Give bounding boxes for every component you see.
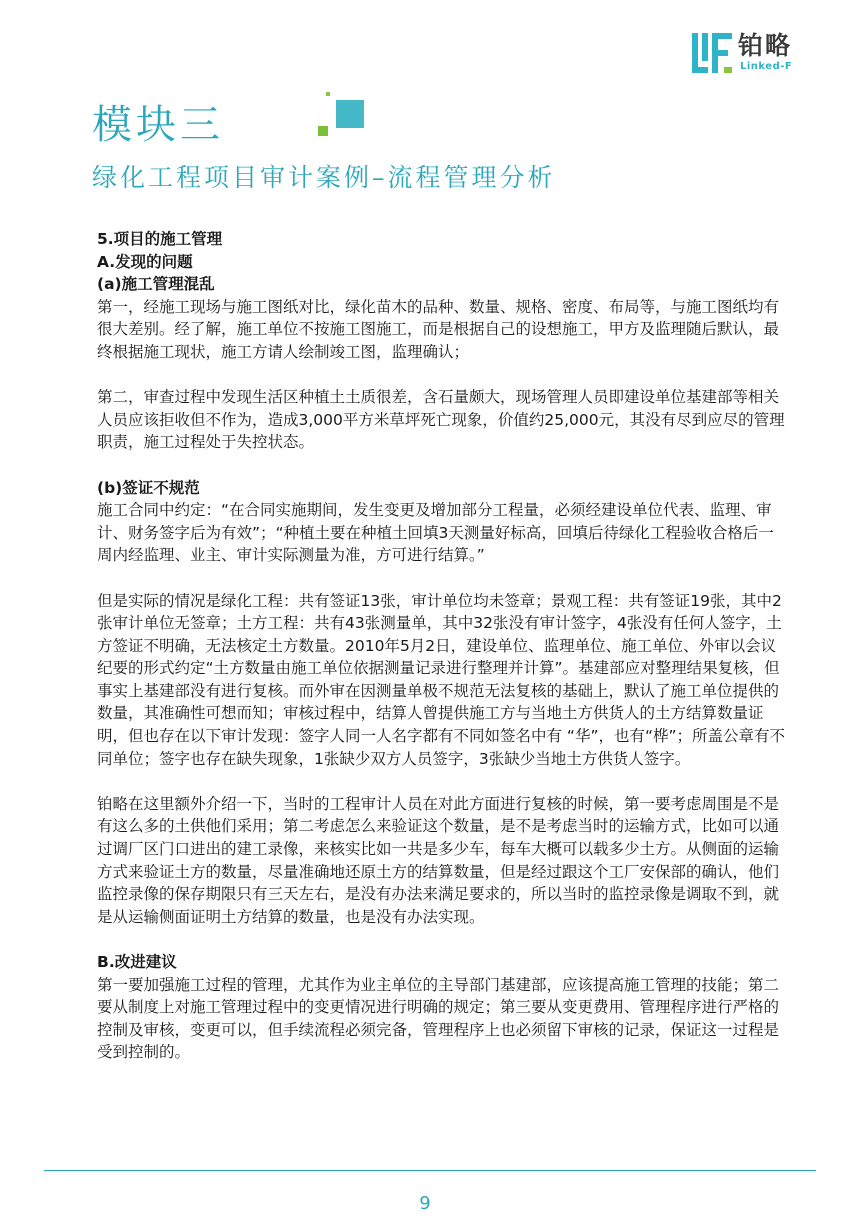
paragraph: 第二，审查过程中发现生活区种植土土质很差，含石量颇大，现场管理人员即建设单位基建部等相关人员应该拒收但不作为，造成3,000平方米草坪死亡现象，价值约25,000元，其没有尽到应尽的管理职责，施工过程处于失控状态。 <box>97 388 785 452</box>
part-b-heading: B.改进建议 <box>97 953 177 971</box>
footer-divider <box>44 1170 816 1171</box>
document-body <box>97 228 787 1064</box>
page-subtitle: 绿化工程项目审计案例–流程管理分析 <box>92 163 556 192</box>
paragraph: 但是实际的情况是绿化工程：共有签证13张，审计单位均未签章；景观工程：共有签证19张，其中2张审计单位无签章；土方工程：共有43张测量单，其中32张没有审计签字，4张没有任何人签字，土方签证不明确，无法核定土方数量。2010年5月2日，建设单位、监理单位、施工单位、外审以会议纪要的形式约定“土方数量由施工单位依据测量记录进行整理并计算”。基建部应对整理结果复核，但事实上基建部没有进行复核。而外审在因测量单极不规范无法复核的基础上，默认了施工单位提供的数量，其准确性可想而知；审核过程中，结算人曾提供施工方与当地土方供货人的土方结算数量证明，但也存在以下审计发现：签字人同一人名字都有不同如签名中有 “华”，也有“桦”；所盖公章有不同单位；签字也存在缺失现象，1张缺少双方人员签字，3张缺少当地土方供货人签字。 <box>97 591 786 768</box>
brand-logo <box>692 31 812 75</box>
logo-name-cn: 铂略 <box>738 31 793 60</box>
page-number: 9 <box>419 1193 431 1214</box>
paragraph: 第一，经施工现场与施工图纸对比，绿化苗木的品种、数量、规格、密度、布局等，与施工图纸均有很大差别。经了解，施工单位不按施工图施工，而是根据自己的设想施工，甲方及监理随后默认，最终根据施工现状，施工方请人绘制竣工图，监理确认； <box>97 297 780 361</box>
logo-name-en: Linked-F <box>740 61 793 72</box>
section-heading: 5.项目的施工管理 <box>97 230 223 248</box>
paragraph: 施工合同中约定：“在合同实施期间，发生变更及增加部分工程量，必须经建设单位代表、监理、审计、财务签字后为有效”；“种植土要在种植土回填3天测量好标高，回填后待绿化工程验收合格后一周内经监理、业主、审计实际测量为准，方可进行结算。” <box>97 501 774 565</box>
logo-mark-icon <box>692 33 732 73</box>
paragraph: 第一要加强施工过程的管理，尤其作为业主单位的主导部门基建部，应该提高施工管理的技能；第二要从制度上对施工管理过程中的变更情况进行明确的规定；第三要从变更费用、管理程序进行严格的控制及审核，变更可以，但手续流程必须完备，管理程序上也必须留下审核的记录，保证这一过程是受到控制的。 <box>97 975 780 1062</box>
decorative-squares-icon <box>318 92 368 140</box>
module-title: 模块三 <box>92 102 224 148</box>
paragraph: 铂略在这里额外介绍一下，当时的工程审计人员在对此方面进行复核的时候，第一要考虑周围是不是有这么多的土供他们采用；第二考虑怎么来验证这个数量，是不是考虑当时的运输方式，比如可以通过调厂区门口进出的建工录像，来核实比如一共是多少车，每车大概可以载多少土方。从侧面的运输方式来验证土方的数量，尽量准确地还原土方的结算数量，但是经过跟这个工厂安保部的确认，他们监控录像的保存期限只有三天左右，是没有办法来满足要求的，所以当时的监控录像是调取不到，就是从运输侧面证明土方结算的数量，也是没有办法实现。 <box>97 794 780 926</box>
sub-a-heading: (a)施工管理混乱 <box>97 275 215 294</box>
sub-b-heading: (b)签证不规范 <box>97 478 200 497</box>
part-a-heading: A.发现的问题 <box>97 252 193 271</box>
